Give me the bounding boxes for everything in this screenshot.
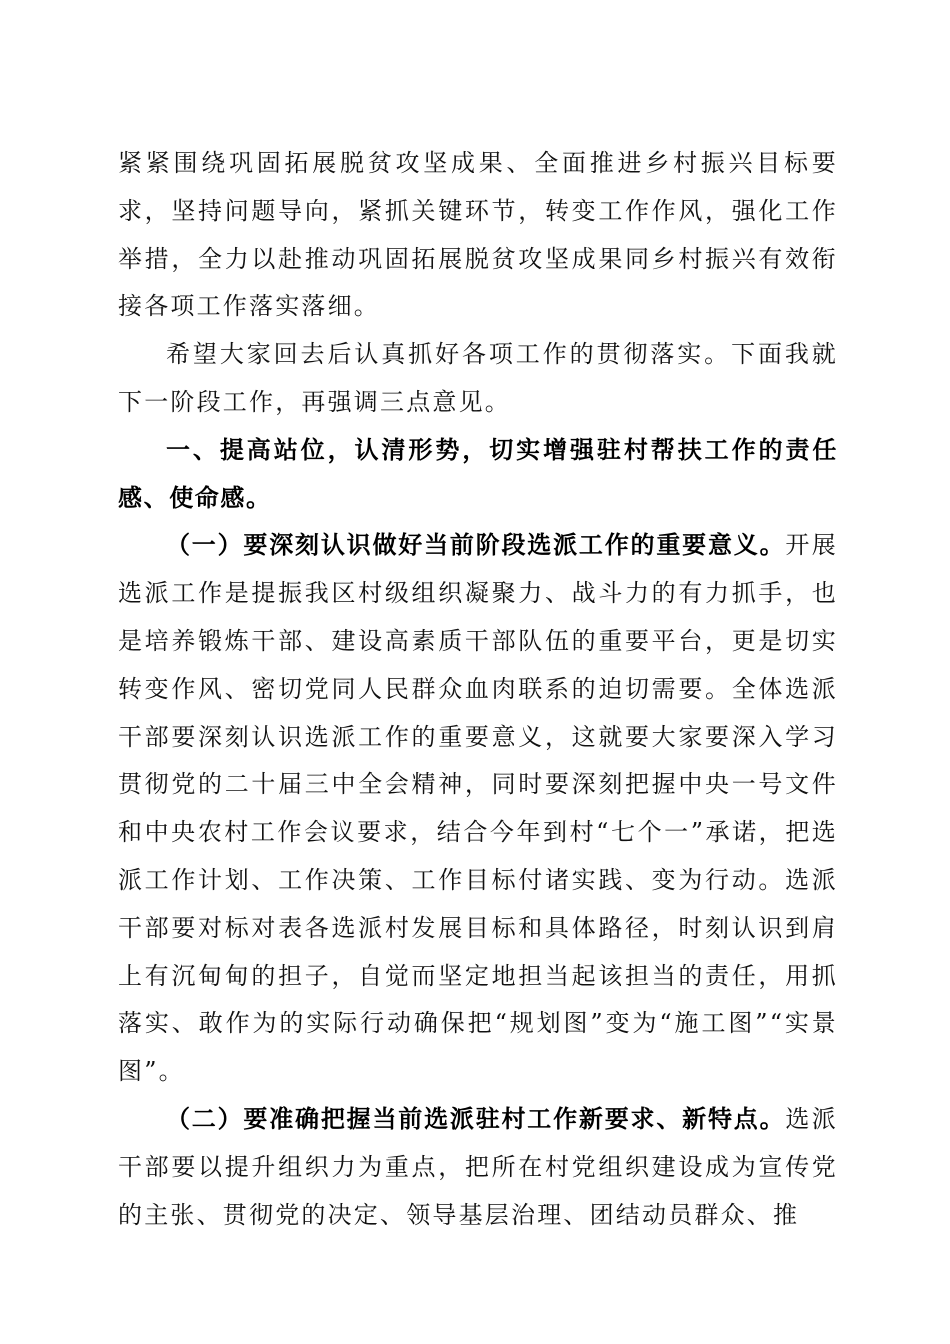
section-heading-1: 一、提高站位，认清形势，切实增强驻村帮扶工作的责任感、使命感。	[118, 435, 838, 512]
subsection-1-body: 开展选派工作是提振我区村级组织凝聚力、战斗力的有力抓手，也是培养锻炼干部、建设高素质干部队伍的重要平台，更是切实转变作风、密切党同人民群众血肉联系的迫切需要。全体选派干部要深刻认识选派工作的重要意义，这就要大家要深入学习贯彻党的二十届三中全会精神，同时要深刻把握中央一号文件和中央农村工作会议要求，结合今年到村“七个一”承诺，把选派工作计划、工作决策、工作目标付诸实践、变为行动。选派干部要对标对表各选派村发展目标和具体路径，时刻认识到肩上有沉甸甸的担子，自觉而坚定地担当起该担当的责任，用抓落实、敢作为的实际行动确保把“规划图”变为“施工图”“实景图”。	[118, 531, 838, 1086]
subsection-1-title: （一）要深刻认识做好当前阶段选派工作的重要意义。	[166, 531, 786, 560]
paragraph-continuation: 紧紧围绕巩固拓展脱贫攻坚成果、全面推进乡村振兴目标要求，坚持问题导向，紧抓关键环节，转变工作作风，强化工作举措，全力以赴推动巩固拓展脱贫攻坚成果同乡村振兴有效衔接各项工作落实落细。	[118, 149, 838, 321]
paragraph-transition: 希望大家回去后认真抓好各项工作的贯彻落实。下面我就下一阶段工作，再强调三点意见。	[118, 340, 838, 416]
subsection-2	[118, 1096, 838, 1239]
subsection-1	[118, 522, 838, 1096]
document-body	[118, 140, 838, 1239]
subsection-2-body: 选派干部要以提升组织力为重点，把所在村党组织建设成为宣传党的主张、贯彻党的决定、领导基层治理、团结动员群众、推	[118, 1104, 838, 1229]
subsection-2-title: （二）要准确把握当前选派驻村工作新要求、新特点。	[166, 1104, 786, 1133]
